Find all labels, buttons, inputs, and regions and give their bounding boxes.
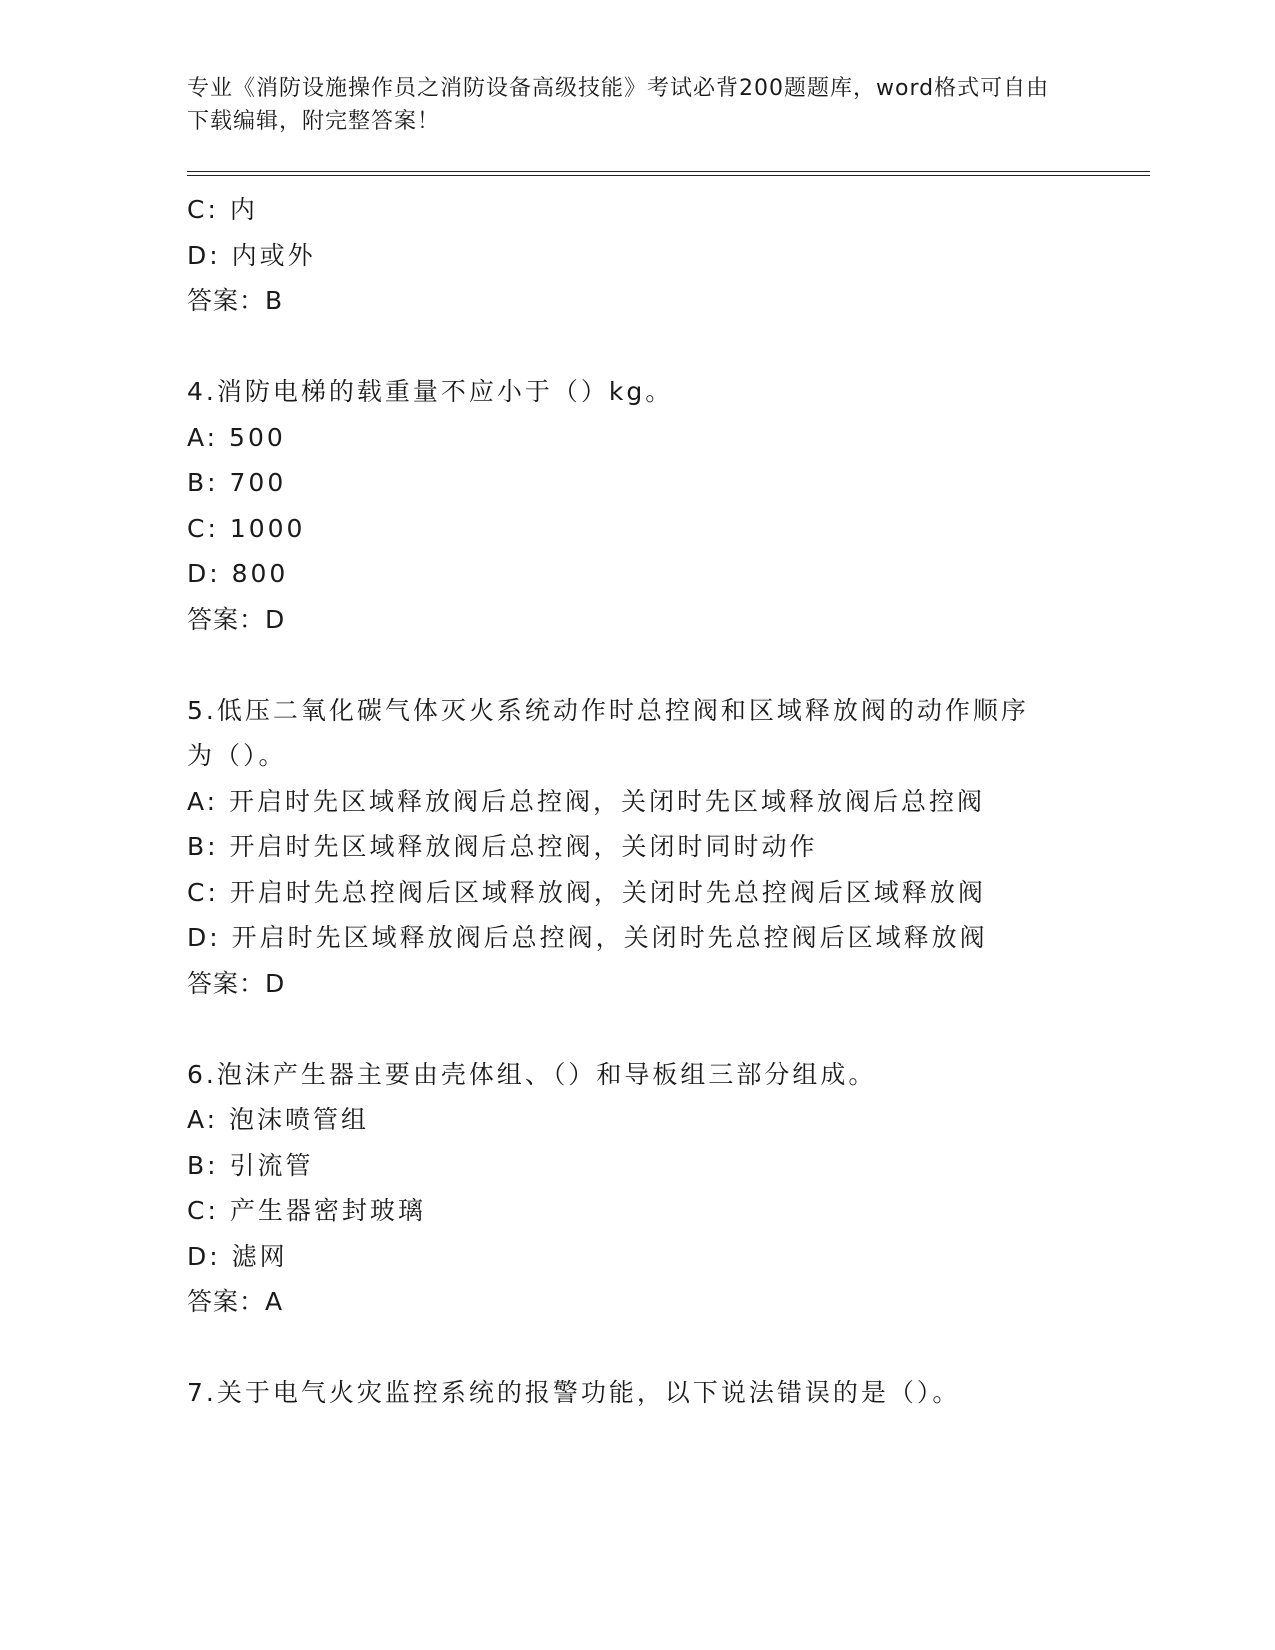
option-c: C: 1000: [187, 513, 306, 543]
option-b: B: 700: [187, 468, 287, 497]
answer-line: 答案：A: [187, 1287, 284, 1316]
option-b: B: 引流管: [187, 1150, 314, 1180]
option-a: A: 泡沫喷管组: [187, 1105, 370, 1134]
option-d: D: 内或外: [187, 240, 316, 270]
option-d: D: 800: [187, 559, 289, 588]
header-rule-top: [187, 171, 1150, 172]
question-text: 7.关于电气火灾监控系统的报警功能，以下说法错误的是（）。: [187, 1378, 961, 1407]
option-c: C: 产生器密封玻璃: [187, 1196, 426, 1225]
question-3-tail: [187, 187, 1087, 324]
option-c: C: 开启时先总控阀后区域释放阀，关闭时先总控阀后区域释放阀: [187, 877, 986, 907]
question-text: 5.低压二氧化碳气体灭火系统动作时总控阀和区域释放阀的动作顺序为（）。: [187, 695, 1029, 770]
option-d: D: 滤网: [187, 1241, 288, 1271]
question-text: 4.消防电梯的载重量不应小于（）kg。: [187, 377, 674, 406]
question-7: [187, 1370, 1087, 1416]
answer-line: 答案：D: [187, 604, 286, 634]
question-5: [187, 688, 1087, 1007]
answer-line: 答案：D: [187, 968, 286, 998]
option-b: B: 开启时先区域释放阀后总控阀，关闭时同时动作: [187, 832, 818, 861]
question-6: [187, 1052, 1087, 1325]
option-d: D: 开启时先区域释放阀后总控阀，关闭时先总控阀后区域释放阀: [187, 923, 988, 952]
option-c: C: 内: [187, 195, 258, 224]
option-a: A: 500: [187, 422, 286, 452]
question-4: [187, 369, 1087, 642]
document-header: [187, 72, 1067, 138]
question-text: 6.泡沫产生器主要由壳体组、（）和导板组三部分组成。: [187, 1059, 877, 1089]
document-title: 专业《消防设施操作员之消防设备高级技能》考试必背200题题库，word格式可自由下载编辑，附完整答案！: [187, 76, 1050, 134]
question-list: [187, 187, 1087, 1416]
header-rule-bottom: [187, 175, 1150, 176]
answer-line: 答案：B: [187, 286, 284, 315]
option-a: A: 开启时先区域释放阀后总控阀，关闭时先区域释放阀后总控阀: [187, 786, 986, 816]
